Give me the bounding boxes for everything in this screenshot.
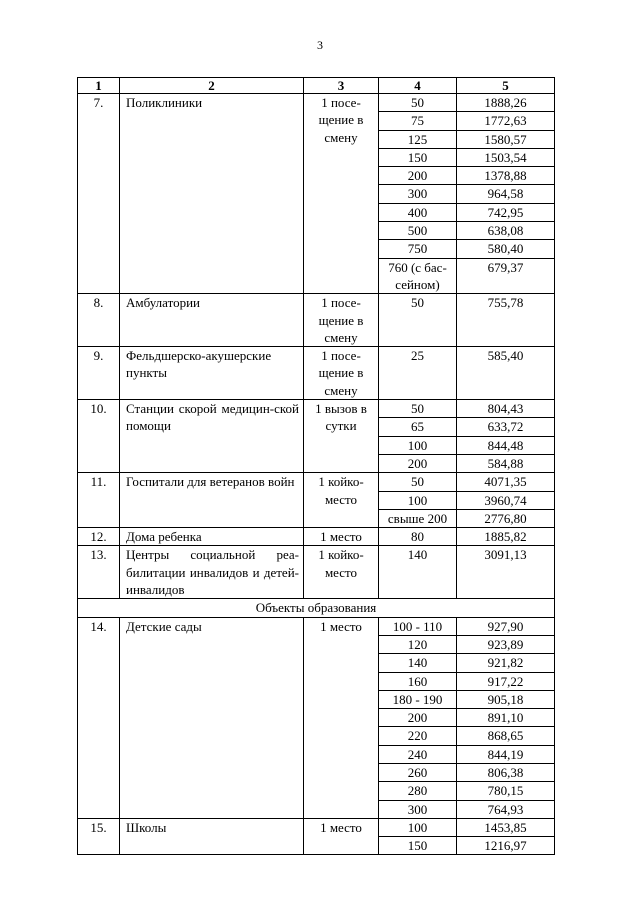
col-header-3: 3 [304, 78, 379, 94]
capacity-cell: 75 [379, 112, 457, 130]
table-row [78, 546, 555, 599]
capacity-cell: 200 [379, 167, 457, 185]
cost-value-cell: 1453,85 [457, 818, 555, 836]
facility-name: Школы [120, 818, 304, 855]
capacity-cell: 150 [379, 148, 457, 166]
item-number: 14. [78, 617, 120, 818]
cost-value-cell: 764,93 [457, 800, 555, 818]
capacity-cell: 300 [379, 800, 457, 818]
page-number: 3 [317, 38, 323, 52]
facility-name: Станции скорой медицин-ской помощи [120, 400, 304, 473]
cost-value-cell: 1503,54 [457, 148, 555, 166]
table-row [78, 94, 555, 112]
capacity-cell: 100 [379, 436, 457, 454]
table-body-education [78, 617, 555, 855]
capacity-cell: 500 [379, 222, 457, 240]
capacity-cell: 65 [379, 418, 457, 436]
facility-name: Центры социальной реа-билитации инвалидов и детей-инвалидов [120, 546, 304, 599]
capacity-cell: 100 [379, 491, 457, 509]
cost-value-cell: 921,82 [457, 654, 555, 672]
facility-name: Госпитали для ветеранов войн [120, 473, 304, 528]
capacity-cell: 280 [379, 782, 457, 800]
col-header-1: 1 [78, 78, 120, 94]
capacity-cell: свыше 200 [379, 509, 457, 527]
table-row [78, 818, 555, 836]
capacity-cell: 50 [379, 400, 457, 418]
capacity-cell: 50 [379, 294, 457, 347]
cost-value-cell: 806,38 [457, 763, 555, 781]
capacity-cell: 100 [379, 818, 457, 836]
unit-of-measure: 1 посе- щение в смену [304, 294, 379, 347]
item-number: 9. [78, 347, 120, 400]
facility-name: Детские сады [120, 617, 304, 818]
cost-value-cell: 917,22 [457, 672, 555, 690]
cost-value-cell: 679,37 [457, 258, 555, 294]
item-number: 10. [78, 400, 120, 473]
capacity-cell: 200 [379, 709, 457, 727]
facility-name: Фельдшерско-акушерские пункты [120, 347, 304, 400]
table-row [78, 528, 555, 546]
table-row [78, 617, 555, 635]
capacity-cell: 760 (с бас- сейном) [379, 258, 457, 294]
cost-value-cell: 1378,88 [457, 167, 555, 185]
cost-value-cell: 927,90 [457, 617, 555, 635]
unit-of-measure: 1 вызов в сутки [304, 400, 379, 473]
cost-value-cell: 891,10 [457, 709, 555, 727]
facility-name: Поликлиники [120, 94, 304, 294]
capacity-cell: 120 [379, 635, 457, 653]
cost-value-cell: 1216,97 [457, 837, 555, 855]
col-header-5: 5 [457, 78, 555, 94]
cost-value-cell: 4071,35 [457, 473, 555, 491]
capacity-cell: 300 [379, 185, 457, 203]
cost-value-cell: 638,08 [457, 222, 555, 240]
table-row [78, 400, 555, 418]
cost-value-cell: 633,72 [457, 418, 555, 436]
capacity-cell: 125 [379, 130, 457, 148]
capacity-cell: 100 - 110 [379, 617, 457, 635]
cost-value-cell: 804,43 [457, 400, 555, 418]
cost-value-cell: 742,95 [457, 203, 555, 221]
capacity-cell: 25 [379, 347, 457, 400]
unit-of-measure: 1 место [304, 617, 379, 818]
capacity-cell: 180 - 190 [379, 690, 457, 708]
capacity-cell: 160 [379, 672, 457, 690]
col-header-2: 2 [120, 78, 304, 94]
item-number: 11. [78, 473, 120, 528]
cost-value-cell: 905,18 [457, 690, 555, 708]
capacity-cell: 260 [379, 763, 457, 781]
cost-value-cell: 780,15 [457, 782, 555, 800]
cost-table [77, 77, 555, 855]
cost-value-cell: 1888,26 [457, 94, 555, 112]
unit-of-measure: 1 койко- место [304, 546, 379, 599]
header-row [78, 78, 555, 94]
cost-value-cell: 585,40 [457, 347, 555, 400]
capacity-cell: 50 [379, 473, 457, 491]
capacity-cell: 220 [379, 727, 457, 745]
capacity-cell: 50 [379, 94, 457, 112]
cost-value-cell: 755,78 [457, 294, 555, 347]
cost-value-cell: 923,89 [457, 635, 555, 653]
capacity-cell: 140 [379, 546, 457, 599]
unit-of-measure: 1 место [304, 818, 379, 855]
cost-value-cell: 2776,80 [457, 509, 555, 527]
item-number: 8. [78, 294, 120, 347]
col-header-4: 4 [379, 78, 457, 94]
capacity-cell: 400 [379, 203, 457, 221]
unit-of-measure: 1 койко- место [304, 473, 379, 528]
capacity-cell: 80 [379, 528, 457, 546]
item-number: 15. [78, 818, 120, 855]
capacity-cell: 240 [379, 745, 457, 763]
table-row [78, 294, 555, 347]
item-number: 13. [78, 546, 120, 599]
cost-value-cell: 868,65 [457, 727, 555, 745]
item-number: 12. [78, 528, 120, 546]
cost-value-cell: 584,88 [457, 454, 555, 472]
cost-value-cell: 844,19 [457, 745, 555, 763]
capacity-cell: 140 [379, 654, 457, 672]
cost-value-cell: 3091,13 [457, 546, 555, 599]
capacity-cell: 200 [379, 454, 457, 472]
unit-of-measure: 1 посе- щение в смену [304, 94, 379, 294]
cost-value-cell: 1580,57 [457, 130, 555, 148]
capacity-cell: 750 [379, 240, 457, 258]
table-body-medical [78, 94, 555, 599]
section-title: Объекты образования [78, 599, 555, 617]
section-row [78, 599, 555, 617]
cost-value-cell: 1885,82 [457, 528, 555, 546]
facility-name: Амбулатории [120, 294, 304, 347]
cost-value-cell: 844,48 [457, 436, 555, 454]
unit-of-measure: 1 посе- щение в смену [304, 347, 379, 400]
facility-name: Дома ребенка [120, 528, 304, 546]
cost-value-cell: 3960,74 [457, 491, 555, 509]
cost-value-cell: 580,40 [457, 240, 555, 258]
cost-value-cell: 964,58 [457, 185, 555, 203]
capacity-cell: 150 [379, 837, 457, 855]
table-row [78, 473, 555, 491]
table-row [78, 347, 555, 400]
cost-value-cell: 1772,63 [457, 112, 555, 130]
item-number: 7. [78, 94, 120, 294]
unit-of-measure: 1 место [304, 528, 379, 546]
